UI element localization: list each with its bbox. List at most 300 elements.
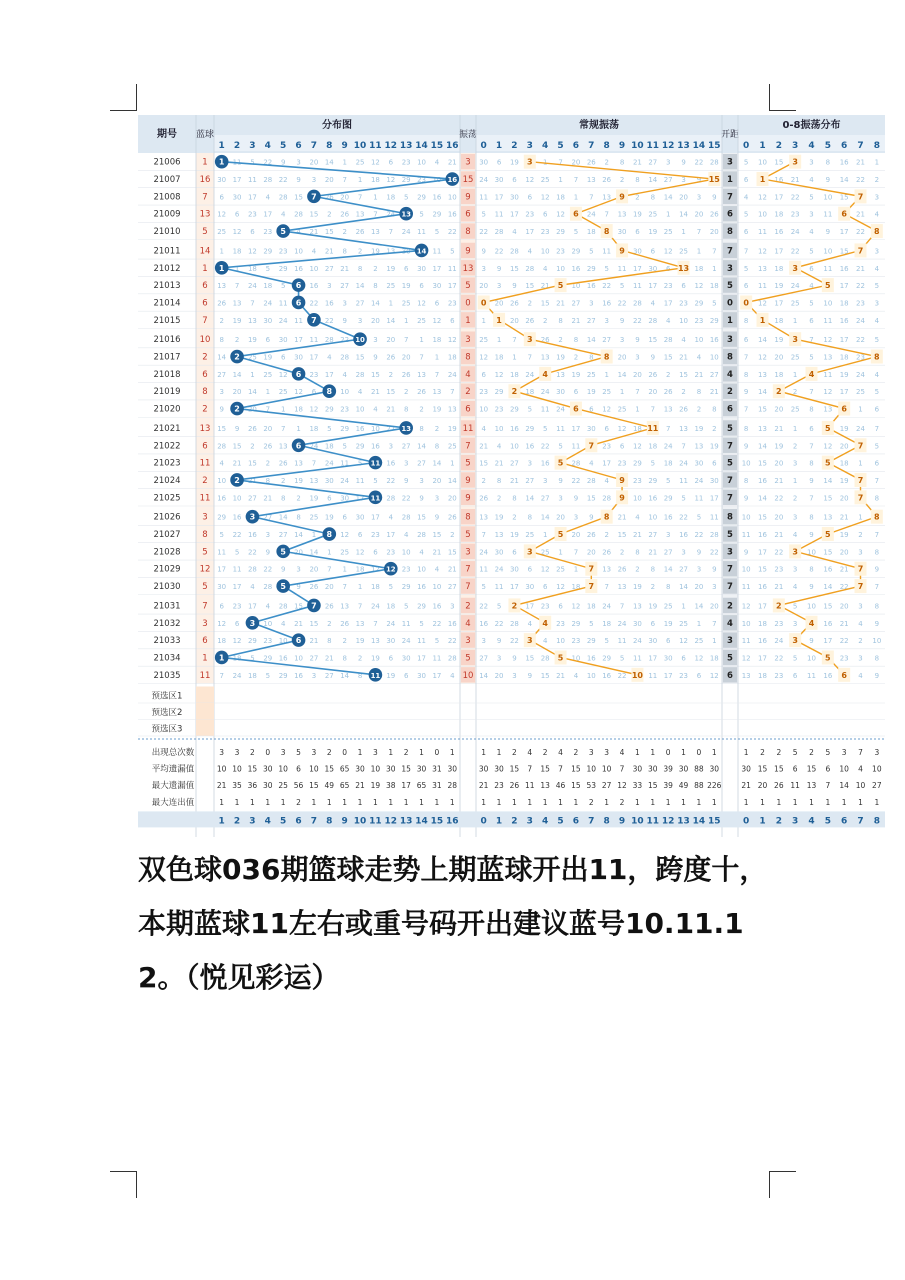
stats-swing-value: 39 <box>663 764 673 774</box>
omission-cell: 14 <box>432 459 442 468</box>
omission-cell: 22 <box>494 247 504 256</box>
omission-cell: 26 <box>648 370 658 379</box>
period-label: 21034 <box>153 653 181 664</box>
footer-blue-number: 16 <box>446 816 459 827</box>
omission-cell: 15 <box>839 247 849 256</box>
omission-cell: 1 <box>373 193 378 202</box>
omission-cell: 1 <box>558 548 563 557</box>
omission-cell: 22 <box>494 619 504 628</box>
omission-cell: 28 <box>386 494 396 503</box>
omission-cell: 18 <box>263 282 273 291</box>
omission-cell: 9 <box>809 583 814 592</box>
omission-cell: 10 <box>401 548 411 557</box>
blue-value: 1 <box>202 263 208 274</box>
omission-cell: 29 <box>401 176 411 185</box>
omission-cell: 13 <box>355 619 365 628</box>
omission-cell: 8 <box>665 583 671 592</box>
omission-cell: 2 <box>858 637 863 646</box>
omission-cell: 25 <box>663 228 673 237</box>
omission-cell: 2 <box>792 494 798 503</box>
blue-ball-number: 5 <box>280 582 286 592</box>
omission-cell: 16 <box>232 513 242 522</box>
stats-blue-value: 38 <box>386 781 396 791</box>
omission-cell: 23 <box>417 176 427 185</box>
stats-swing-value: 46 <box>555 781 566 791</box>
swing08-marker-number: 3 <box>792 263 798 273</box>
stats-blue-value: 35 <box>232 781 242 791</box>
omission-cell: 17 <box>494 193 504 202</box>
omission-cell: 15 <box>758 405 767 414</box>
omission-cell: 4 <box>419 548 424 557</box>
omission-cell: 26 <box>309 583 319 592</box>
omission-cell: 8 <box>357 264 363 273</box>
omission-cell: 21 <box>839 619 849 628</box>
stats-blue-value: 25 <box>278 781 288 791</box>
omission-cell: 4 <box>388 513 394 522</box>
stats-swing-value: 15 <box>648 781 658 791</box>
omission-cell: 19 <box>571 370 581 379</box>
omission-cell: 10 <box>648 513 658 522</box>
blue-ball-number: 7 <box>311 192 317 202</box>
omission-cell: 24 <box>232 671 242 680</box>
omission-cell: 16 <box>823 619 833 628</box>
period-label: 21029 <box>153 564 181 575</box>
blue-ball-number: 11 <box>370 459 381 468</box>
omission-cell: 7 <box>619 602 625 611</box>
swing-number-label: 7 <box>588 141 595 151</box>
span-value: 3 <box>727 636 733 647</box>
omission-cell: 3 <box>342 299 347 308</box>
stats-swing-value: 1 <box>496 748 502 757</box>
omission-cell: 5 <box>280 282 286 291</box>
omission-cell: 10 <box>823 247 833 256</box>
omission-cell: 10 <box>232 494 242 503</box>
stats-blue-value: 1 <box>434 797 440 807</box>
omission-cell: 14 <box>324 158 334 167</box>
stats-swing-value: 26 <box>509 781 520 791</box>
omission-cell: 4 <box>219 459 224 468</box>
omission-cell: 12 <box>694 282 704 291</box>
omission-cell: 17 <box>525 602 535 611</box>
omission-cell: 18 <box>525 388 535 397</box>
omission-cell: 5 <box>527 405 533 414</box>
omission-cell: 19 <box>370 247 380 256</box>
omission-cell: 19 <box>309 494 319 503</box>
omission-cell: 28 <box>586 476 596 485</box>
omission-cell: 11 <box>494 210 504 219</box>
swing-number-label: 12 <box>661 141 675 151</box>
omission-cell: 14 <box>309 548 319 557</box>
omission-cell: 3 <box>512 671 517 680</box>
omission-cell: 13 <box>823 513 833 522</box>
omission-cell: 22 <box>447 637 457 646</box>
swing-value: 0 <box>465 298 471 309</box>
omission-cell: 18 <box>309 424 319 433</box>
omission-cell: 9 <box>373 353 378 362</box>
omission-cell: 25 <box>856 388 865 397</box>
omission-cell: 12 <box>758 299 767 308</box>
omission-cell: 1 <box>542 158 548 167</box>
omission-cell: 20 <box>432 476 442 485</box>
omission-cell: 18 <box>509 370 519 379</box>
span-value: 7 <box>727 246 733 257</box>
omission-cell: 9 <box>743 388 749 397</box>
omission-cell: 12 <box>602 405 612 414</box>
swing-number-label: 13 <box>677 141 690 151</box>
omission-cell: 29 <box>432 210 442 219</box>
blue-value: 14 <box>199 246 211 257</box>
omission-cell: 29 <box>586 637 596 646</box>
span-value: 3 <box>727 263 733 274</box>
omission-cell: 17 <box>525 228 535 237</box>
omission-cell: 3 <box>450 602 455 611</box>
omission-cell: 28 <box>509 247 519 256</box>
omission-cell: 6 <box>512 548 517 557</box>
omission-cell: 9 <box>496 264 502 273</box>
omission-cell: 4 <box>542 637 548 646</box>
omission-cell: 13 <box>758 424 767 433</box>
stats-swing08-value: 10 <box>872 764 882 774</box>
omission-cell: 17 <box>839 282 849 291</box>
omission-cell: 3 <box>792 513 798 522</box>
stats-swing-value: 21 <box>478 781 489 791</box>
omission-cell: 10 <box>294 247 304 256</box>
stats-swing-value: 4 <box>558 748 563 757</box>
omission-cell: 5 <box>542 424 548 433</box>
omission-cell: 6 <box>388 654 394 663</box>
omission-cell: 6 <box>280 353 286 362</box>
omission-cell: 5 <box>373 476 378 485</box>
omission-cell: 28 <box>294 210 304 219</box>
swing08-marker-number: 6 <box>841 209 847 219</box>
omission-cell: 2 <box>858 531 863 540</box>
stats-swing-value: 1 <box>650 797 656 807</box>
swing-number-label: 15 <box>708 141 721 151</box>
omission-cell: 18 <box>709 654 719 663</box>
omission-cell: 18 <box>370 176 380 185</box>
omission-cell: 4 <box>265 602 271 611</box>
omission-cell: 6 <box>388 158 394 167</box>
omission-cell: 5 <box>696 513 702 522</box>
stats-blue-value: 10 <box>278 764 288 774</box>
omission-cell: 11 <box>479 193 489 202</box>
omission-cell: 29 <box>663 494 673 503</box>
stats-swing08-value: 1 <box>776 797 782 807</box>
footer-blue-number: 15 <box>430 816 444 827</box>
omission-cell: 19 <box>632 210 642 219</box>
omission-cell: 14 <box>758 388 767 397</box>
omission-cell: 16 <box>247 531 257 540</box>
distribution-header: 分布图 <box>322 120 352 131</box>
omission-cell: 9 <box>265 548 271 557</box>
omission-cell: 18 <box>758 671 767 680</box>
omission-cell: 27 <box>571 299 581 308</box>
period-label: 21008 <box>153 192 181 203</box>
stats-swing08-value: 1 <box>874 797 880 807</box>
omission-cell: 14 <box>417 442 427 451</box>
omission-cell: 20 <box>709 602 719 611</box>
omission-cell: 28 <box>324 336 334 345</box>
omission-cell: 30 <box>217 583 227 592</box>
omission-cell: 9 <box>712 193 717 202</box>
omission-cell: 20 <box>340 193 350 202</box>
omission-cell: 17 <box>839 228 849 237</box>
swing-number-label: 8 <box>603 141 610 151</box>
omission-cell: 19 <box>839 424 849 433</box>
omission-cell: 24 <box>856 316 865 325</box>
omission-cell: 14 <box>386 316 396 325</box>
stats-swing08-value: 2 <box>809 748 814 757</box>
omission-cell: 8 <box>219 336 224 345</box>
omission-cell: 23 <box>556 247 566 256</box>
omission-cell: 25 <box>217 228 227 237</box>
stats-swing-value: 30 <box>494 764 504 774</box>
omission-cell: 23 <box>263 637 273 646</box>
omission-cell: 7 <box>481 531 486 540</box>
omission-cell: 15 <box>648 336 658 345</box>
omission-cell: 17 <box>663 299 673 308</box>
stats-swing-value: 1 <box>558 797 563 807</box>
omission-cell: 12 <box>217 619 227 628</box>
omission-cell: 10 <box>556 264 566 273</box>
omission-cell: 5 <box>743 210 749 219</box>
omission-cell: 6 <box>512 176 517 185</box>
omission-cell: 22 <box>509 637 519 646</box>
omission-cell: 16 <box>509 424 519 433</box>
omission-cell: 10 <box>556 637 566 646</box>
swing-marker-number: 6 <box>573 404 579 414</box>
omission-cell: 16 <box>839 158 849 167</box>
omission-cell: 1 <box>792 316 798 325</box>
omission-cell: 23 <box>774 565 784 574</box>
stats-blue-value: 30 <box>355 764 365 774</box>
blue-value: 7 <box>202 315 208 326</box>
omission-cell: 28 <box>355 370 365 379</box>
crop-mark-top-right <box>769 84 796 111</box>
omission-cell: 9 <box>573 494 579 503</box>
stats-swing-value: 1 <box>481 748 487 757</box>
omission-cell: 20 <box>694 583 704 592</box>
omission-cell: 10 <box>479 405 489 414</box>
blue-number-label: 14 <box>415 141 428 151</box>
omission-cell: 5 <box>219 531 224 540</box>
span-value: 4 <box>727 618 733 629</box>
omission-cell: 4 <box>809 228 814 237</box>
omission-cell: 20 <box>401 353 411 362</box>
omission-cell: 17 <box>447 282 457 291</box>
blue-value: 2 <box>202 404 208 415</box>
span-value: 7 <box>727 493 733 504</box>
omission-cell: 20 <box>839 548 849 557</box>
footer-swing08-number: 4 <box>808 816 815 827</box>
omission-cell: 12 <box>494 370 504 379</box>
period-label: 21019 <box>153 387 181 398</box>
omission-cell: 12 <box>278 370 288 379</box>
omission-cell: 3 <box>311 176 317 185</box>
omission-cell: 15 <box>232 442 242 451</box>
omission-cell: 17 <box>709 494 719 503</box>
omission-cell: 9 <box>342 316 347 325</box>
stats-swing08-value: 1 <box>841 797 847 807</box>
stats-swing-value: 30 <box>632 764 643 774</box>
omission-cell: 7 <box>512 336 517 345</box>
omission-cell: 9 <box>635 336 640 345</box>
omission-cell: 2 <box>635 565 640 574</box>
omission-cell: 7 <box>234 282 240 291</box>
preselect-label: 预选区1 <box>151 691 183 702</box>
omission-cell: 2 <box>403 388 409 397</box>
swing08-marker-number: 7 <box>857 246 864 256</box>
blue-value: 3 <box>202 618 208 629</box>
stats-swing08-value: 15 <box>757 764 768 774</box>
blue-number-label: 7 <box>310 141 318 151</box>
omission-cell: 21 <box>856 264 865 273</box>
omission-cell: 24 <box>370 602 380 611</box>
stats-swing-value: 30 <box>678 764 689 774</box>
omission-cell: 18 <box>774 316 784 325</box>
omission-cell: 2 <box>357 247 363 256</box>
omission-cell: 17 <box>774 247 784 256</box>
omission-cell: 14 <box>663 193 673 202</box>
omission-cell: 23 <box>370 531 380 540</box>
omission-cell: 26 <box>401 370 411 379</box>
period-label: 21024 <box>153 475 181 486</box>
stats-blue-value: 19 <box>370 781 381 791</box>
omission-cell: 29 <box>694 299 704 308</box>
omission-cell: 11 <box>432 247 442 256</box>
omission-cell: 23 <box>386 548 396 557</box>
omission-cell: 26 <box>663 388 673 397</box>
omission-cell: 11 <box>617 264 627 273</box>
omission-cell: 30 <box>401 654 411 663</box>
omission-cell: 11 <box>741 583 751 592</box>
omission-cell: 9 <box>874 619 880 628</box>
omission-cell: 30 <box>417 671 427 680</box>
omission-cell: 17 <box>217 565 227 574</box>
preselect-blue-cell <box>196 687 214 704</box>
stats-blue-value: 10 <box>309 764 319 774</box>
stats-swing08-value: 2 <box>760 748 765 757</box>
omission-cell: 7 <box>419 353 424 362</box>
swing08-number-label: 4 <box>808 141 815 151</box>
stats-swing08-value: 5 <box>792 748 798 757</box>
omission-cell: 7 <box>743 353 749 362</box>
swing-value: 2 <box>465 601 471 612</box>
omission-cell: 11 <box>758 228 767 237</box>
omission-cell: 18 <box>386 602 396 611</box>
omission-cell: 16 <box>586 282 596 291</box>
omission-cell: 22 <box>263 158 273 167</box>
omission-cell: 10 <box>758 158 767 167</box>
omission-cell: 30 <box>525 583 535 592</box>
omission-cell: 24 <box>324 459 334 468</box>
stats-swing08-value: 15 <box>774 764 784 774</box>
omission-cell: 21 <box>432 548 442 557</box>
omission-cell: 2 <box>342 637 347 646</box>
omission-cell: 17 <box>509 583 519 592</box>
omission-cell: 6 <box>527 565 533 574</box>
omission-cell: 3 <box>373 336 378 345</box>
omission-cell: 13 <box>447 405 457 414</box>
footer-swing08-number: 6 <box>841 816 848 827</box>
omission-cell: 27 <box>355 299 365 308</box>
blue-value: 8 <box>202 387 208 398</box>
omission-cell: 25 <box>617 405 627 414</box>
omission-cell: 8 <box>573 336 579 345</box>
blue-ball-number: 14 <box>416 247 427 256</box>
blue-number-label: 15 <box>430 141 444 151</box>
omission-cell: 8 <box>512 494 517 503</box>
omission-cell: 5 <box>265 671 271 680</box>
omission-cell: 13 <box>294 459 304 468</box>
omission-cell: 10 <box>632 494 642 503</box>
omission-cell: 2 <box>450 531 455 540</box>
swing-number-label: 5 <box>557 141 564 151</box>
omission-cell: 20 <box>774 459 784 468</box>
swing08-marker-number: 5 <box>825 530 831 540</box>
stats-blue-value: 1 <box>326 797 332 807</box>
omission-cell: 3 <box>265 531 271 540</box>
omission-cell: 11 <box>417 228 427 237</box>
omission-cell: 9 <box>712 565 717 574</box>
swing-marker-number: 0 <box>480 298 487 308</box>
omission-cell: 17 <box>263 210 273 219</box>
omission-cell: 12 <box>247 247 257 256</box>
footer-blue-number: 8 <box>326 816 333 827</box>
swing-value: 9 <box>465 192 471 203</box>
omission-cell: 26 <box>263 442 273 451</box>
omission-cell: 1 <box>858 513 863 522</box>
blue-value: 6 <box>202 298 208 309</box>
omission-cell: 3 <box>542 476 548 485</box>
omission-cell: 11 <box>355 476 365 485</box>
swing-marker-number: 2 <box>511 601 518 611</box>
stats-blue-value: 3 <box>280 748 286 757</box>
omission-cell: 10 <box>540 247 550 256</box>
omission-cell: 12 <box>571 602 581 611</box>
omission-cell: 13 <box>586 176 596 185</box>
stats-swing08-value: 3 <box>874 748 880 757</box>
omission-cell: 8 <box>296 513 301 522</box>
swing-marker-number: 5 <box>557 530 564 540</box>
omission-cell: 1 <box>250 370 255 379</box>
omission-cell: 2 <box>388 370 394 379</box>
omission-cell: 12 <box>556 583 566 592</box>
stats-swing-value: 15 <box>540 764 550 774</box>
omission-cell: 3 <box>357 316 363 325</box>
omission-cell: 5 <box>874 388 880 397</box>
omission-cell: 28 <box>263 583 273 592</box>
omission-cell: 22 <box>856 336 865 345</box>
span-value: 6 <box>727 404 733 415</box>
swing08-marker-number: 3 <box>792 636 798 646</box>
stats-swing08-value: 26 <box>774 781 784 791</box>
omission-cell: 18 <box>774 264 784 273</box>
omission-cell: 28 <box>632 299 642 308</box>
stats-swing08-value: 2 <box>776 748 782 757</box>
omission-cell: 3 <box>296 565 301 574</box>
blue-ball-number: 3 <box>249 512 256 522</box>
omission-cell: 8 <box>558 316 563 325</box>
omission-cell: 30 <box>632 619 642 628</box>
swing-marker-number: 7 <box>588 441 595 451</box>
omission-cell: 26 <box>355 228 365 237</box>
omission-cell: 11 <box>340 459 350 468</box>
omission-cell: 10 <box>432 176 442 185</box>
omission-cell: 25 <box>556 565 566 574</box>
omission-cell: 10 <box>340 388 350 397</box>
omission-cell: 1 <box>681 602 686 611</box>
